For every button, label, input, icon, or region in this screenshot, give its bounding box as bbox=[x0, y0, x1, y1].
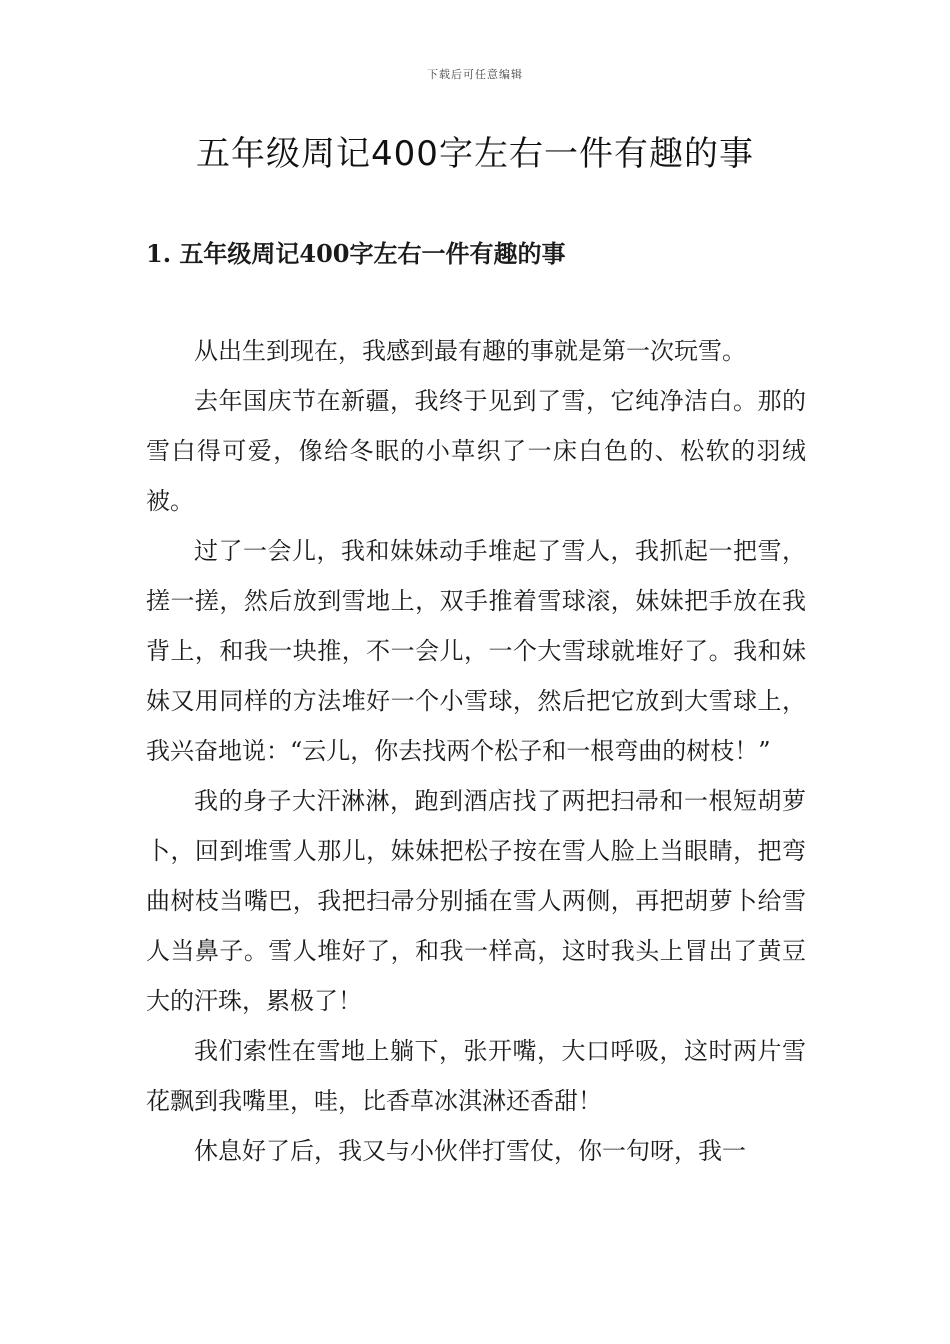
header-note: 下载后可任意编辑 bbox=[427, 68, 523, 81]
paragraph: 休息好了后，我又与小伙伴打雪仗，你一句呀，我一 bbox=[194, 1137, 746, 1165]
section-heading: 1. 五年级周记400字左右一件有趣的事 bbox=[146, 239, 566, 268]
paragraph: 从出生到现在，我感到最有趣的事就是第一次玩雪。 bbox=[194, 337, 746, 365]
paragraph: 我们索性在雪地上躺下，张开嘴，大口呼吸，这时两片雪花飘到我嘴里，哇，比香草冰淇淋还香甜！ bbox=[146, 1037, 806, 1115]
paragraph: 去年国庆节在新疆，我终于见到了雪，它纯净洁白。那的雪白得可爱，像给冬眠的小草织了一床白色的、松软的羽绒被。 bbox=[146, 387, 806, 515]
paragraph: 过了一会儿，我和妹妹动手堆起了雪人，我抓起一把雪，搓一搓，然后放到雪地上，双手推着雪球滚，妹妹把手放在我背上，和我一块推，不一会儿，一个大雪球就堆好了。我和妹妹又用同样的方法堆好一个小雪球，然后把它放到大雪球上，我兴奋地说：“云儿，你去找两个松子和一根弯曲的树枝！” bbox=[146, 537, 806, 765]
document-title: 五年级周记400字左右一件有趣的事 bbox=[196, 134, 754, 174]
paragraph: 我的身子大汗淋淋，跑到酒店找了两把扫帚和一根短胡萝卜，回到堆雪人那儿，妹妹把松子按在雪人脸上当眼睛，把弯曲树枝当嘴巴，我把扫帚分别插在雪人两侧，再把胡萝卜给雪人当鼻子。雪人堆好了，和我一样高，这时我头上冒出了黄豆大的汗珠，累极了！ bbox=[146, 787, 806, 1015]
document-body bbox=[146, 326, 806, 1176]
